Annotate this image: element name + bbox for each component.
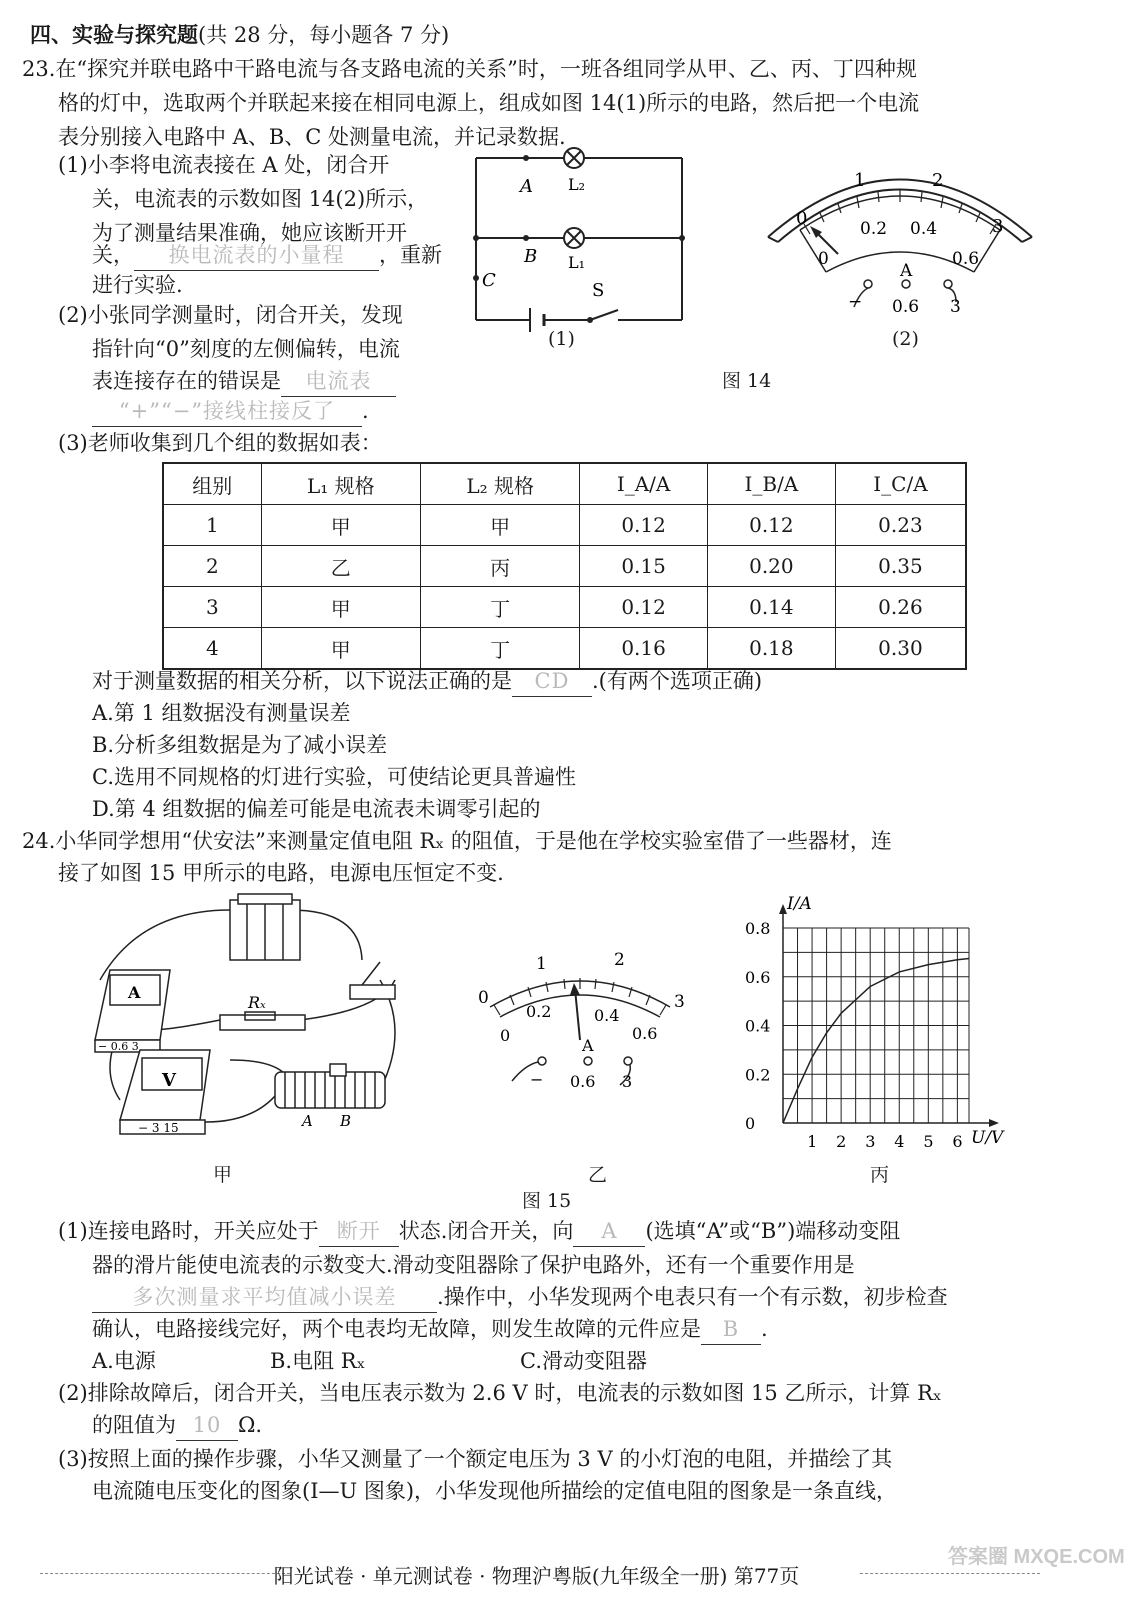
- q24-p1-l1-pre: (1)连接电路时，开关应处于: [58, 1219, 319, 1243]
- x-tick-label: 4: [894, 1132, 905, 1151]
- q24-p1-l1-mid: 状态.闭合开关，向: [398, 1219, 574, 1243]
- chart-ylabel: I/A: [787, 894, 812, 914]
- table-header-cell: I_A/A: [580, 463, 708, 505]
- section-note: (共 28 分，每小题各 7 分): [198, 23, 450, 47]
- table-cell: 丁: [420, 587, 579, 628]
- q23-p2-line-1: (2)小张同学测量时，闭合开关，发现: [58, 303, 403, 327]
- label-B: B: [524, 246, 538, 267]
- q23-p1-l4-post: ，重新: [379, 243, 442, 267]
- q24-p1-answer-2: A: [573, 1216, 645, 1247]
- q23-option-d: D.第 4 组数据的偏差可能是电流表未调零引起的: [92, 797, 541, 821]
- x-axis-arrow: [989, 1119, 999, 1127]
- dial-term-06: 0.6: [892, 297, 920, 317]
- label-S: S: [592, 280, 605, 301]
- q24-p1-l4-pre: 确认，电路接线完好，两个电表均无故障，则发生故障的元件应是: [92, 1317, 701, 1341]
- q23-option-b: B.分析多组数据是为了减小误差: [92, 733, 388, 757]
- q24-stem-line-2: 接了如图 15 甲所示的电路，电源电压恒定不变.: [58, 861, 504, 885]
- dial2-bottom-04: 0.4: [594, 1006, 620, 1025]
- q24-p1-line-3: [92, 1282, 948, 1313]
- q24-p1-line-2: 器的滑片能使电流表的示数变大.滑动变阻器除了保护电路外，还有一个重要作用是: [92, 1253, 855, 1277]
- dial2-bottom-0: 0: [500, 1026, 511, 1045]
- table-row: [163, 587, 966, 628]
- q24-p3-line-1: (3)按照上面的操作步骤，小华又测量了一个额定电压为 3 V 的小灯泡的电阻，并描绘了其: [58, 1447, 893, 1471]
- q24-p3-line-2: 电流随电压变化的图象(I—U 图象)，小华发现他所描绘的定值电阻的图象是一条直线，: [92, 1479, 898, 1503]
- x-tick-label: 1: [807, 1132, 818, 1151]
- section-header: [30, 20, 449, 50]
- x-tick-label: 5: [923, 1132, 934, 1151]
- fig15-sub-bing: 丙: [870, 1164, 890, 1186]
- q23-p1-line-2: 关，电流表的示数如图 14(2)所示，: [92, 187, 429, 211]
- q24-option-b: B.电阻 Rₓ: [270, 1349, 366, 1373]
- y-axis-arrow: [779, 904, 787, 914]
- q23-analysis-answer: CD: [512, 666, 592, 697]
- q23-p2-l3-pre: 表连接存在的错误是: [92, 369, 281, 393]
- table-row: [163, 505, 966, 546]
- q24-p2-line-2: [92, 1410, 262, 1441]
- y-tick-label: 0: [745, 1114, 756, 1133]
- table-cell: 0.26: [835, 587, 966, 628]
- table-cell: 丁: [420, 628, 579, 670]
- q24-p1-answer-3: 多次测量求平均值减小误差: [92, 1282, 437, 1313]
- dial-top-0: 0: [796, 208, 808, 229]
- q23-stem-line-1: 23.在“探究并联电路中干路电流与各支路电流的关系”时，一班各组同学从甲、乙、丙、丁四种规: [22, 57, 917, 81]
- q24-p2-line-1: (2)排除故障后，闭合开关，当电压表示数为 2.6 V 时，电流表的示数如图 15 乙所示，计算 Rₓ: [58, 1381, 942, 1405]
- table-cell: 0.15: [580, 546, 708, 587]
- q24-p1-l4-post: .: [761, 1317, 768, 1341]
- table-cell: 甲: [420, 505, 579, 546]
- table-header-cell: I_C/A: [835, 463, 966, 505]
- dial2-top-3: 3: [674, 992, 685, 1012]
- dial2-bottom-02: 0.2: [526, 1002, 552, 1021]
- dial-unit: A: [900, 261, 913, 281]
- q24-p1-line-1: [58, 1216, 900, 1247]
- chart-xlabel: U/V: [971, 1128, 1004, 1148]
- q23-p1-line-1: (1)小李将电流表接在 A 处，闭合开: [58, 153, 390, 177]
- dial2-term-3: 3: [622, 1072, 633, 1091]
- fig15-caption: 图 15: [522, 1190, 572, 1212]
- table-cell: 甲: [261, 628, 420, 670]
- table-cell: 0.14: [707, 587, 835, 628]
- dial-bottom-06: 0.6: [952, 249, 980, 269]
- y-tick-label: 0.4: [745, 1016, 771, 1036]
- dial-bottom-02: 0.2: [860, 219, 888, 239]
- apparatus-voltmeter-terms: − 3 15: [138, 1121, 179, 1135]
- q24-p1-answer-4: B: [701, 1314, 761, 1345]
- table-row: [163, 628, 966, 670]
- table-cell: 0.12: [580, 505, 708, 546]
- q23-p1-answer: 换电流表的小量程: [134, 240, 379, 271]
- apparatus-ammeter-label: A: [128, 983, 141, 1002]
- y-tick-label: 0.8: [745, 919, 771, 938]
- table-cell: 3: [163, 587, 261, 628]
- fig15-sub-jia: 甲: [213, 1164, 233, 1186]
- q23-option-a: A.第 1 组数据没有测量误差: [92, 701, 351, 725]
- table-cell: 甲: [261, 505, 420, 546]
- dial2-unit: A: [582, 1036, 594, 1055]
- dial-top-2: 2: [932, 170, 944, 191]
- x-tick-label: 6: [952, 1132, 963, 1151]
- q23-p2-answer-1: 电流表: [281, 366, 396, 397]
- dial2-term-06: 0.6: [570, 1072, 596, 1091]
- fig15-ammeter-dial: [470, 945, 700, 1095]
- table-cell: 4: [163, 628, 261, 670]
- table-cell: 0.30: [835, 628, 966, 670]
- table-cell: 甲: [261, 587, 420, 628]
- q24-p1-options: [92, 1346, 647, 1376]
- q23-p2-l4-post: .: [362, 399, 369, 423]
- watermark-logo: 答案圈 MXQE.COM: [948, 1546, 1125, 1568]
- table-cell: 0.12: [580, 587, 708, 628]
- dial2-bottom-06: 0.6: [632, 1024, 658, 1043]
- apparatus-rheostat-a: A: [302, 1112, 313, 1130]
- q24-p1-line-4: [92, 1314, 768, 1345]
- table-cell: 0.20: [707, 546, 835, 587]
- table-cell: 1: [163, 505, 261, 546]
- fig15-apparatus: [80, 890, 420, 1150]
- apparatus-voltmeter-label: V: [162, 1070, 176, 1091]
- dial2-top-1: 1: [536, 954, 547, 974]
- dial2-term-minus: −: [530, 1070, 544, 1089]
- q24-p2-l2-pre: 的阻值为: [92, 1413, 176, 1437]
- q23-p1-l4-pre: 关，: [92, 243, 134, 267]
- q23-analysis-post: .(有两个选项正确): [592, 669, 763, 693]
- dial2-top-0: 0: [478, 988, 489, 1008]
- q23-p1-line-5: 进行实验.: [92, 273, 183, 297]
- table-cell: 2: [163, 546, 261, 587]
- fig14-sub1-label: (1): [548, 328, 575, 350]
- fig14-ammeter-dial: [760, 142, 1040, 322]
- q23-p2-line-2: 指针向“0”刻度的左侧偏转，电流: [92, 337, 400, 361]
- fig14-caption: 图 14: [722, 370, 772, 392]
- q23-stem-line-3: 表分别接入电路中 A、B、C 处测量电流，并记录数据.: [58, 125, 566, 149]
- q24-p1-answer-1: 断开: [319, 1216, 399, 1247]
- q23-p2-answer-2: “+”“−”接线柱接反了: [92, 396, 362, 427]
- dial-top-3: 3: [992, 216, 1004, 237]
- section-title: 四、实验与探究题: [30, 22, 198, 47]
- q23-option-c: C.选用不同规格的灯进行实验，可使结论更具普遍性: [92, 765, 576, 789]
- table-header-row: [163, 463, 966, 505]
- q23-p2-line-4: [92, 396, 369, 427]
- dial-bottom-04: 0.4: [910, 219, 938, 239]
- table-cell: 0.35: [835, 546, 966, 587]
- x-tick-label: 2: [836, 1132, 847, 1151]
- fig14-circuit-diagram: [470, 150, 700, 350]
- q23-p2-line-3: [92, 366, 396, 397]
- q24-stem-line-1: 24.小华同学想用“伏安法”来测量定值电阻 Rₓ 的阻值，于是他在学校实验室借了一些器材，连: [22, 829, 892, 853]
- data-table: [162, 462, 967, 670]
- page-footer: 阳光试卷 · 单元测试卷 · 物理沪粤版(九年级全一册) 第77页: [273, 1564, 800, 1588]
- q23-analysis-pre: 对于测量数据的相关分析，以下说法正确的是: [92, 669, 512, 693]
- fig14-sub2-label: (2): [892, 328, 919, 350]
- fig15-iu-chart: [735, 895, 1035, 1160]
- label-L1: L₁: [568, 253, 586, 272]
- apparatus-ammeter-terms: − 0.6 3: [98, 1040, 139, 1053]
- dial-term-minus: −: [848, 292, 863, 312]
- y-tick-label: 0.2: [745, 1065, 771, 1085]
- q23-p1-line-4: [92, 240, 442, 271]
- q24-p1-l1-post: (选填“A”或“B”)端移动变阻: [645, 1219, 901, 1243]
- dial-term-3: 3: [950, 297, 961, 317]
- dial2-top-2: 2: [614, 950, 625, 970]
- apparatus-rheostat-b: B: [340, 1112, 352, 1130]
- table-cell: 乙: [261, 546, 420, 587]
- label-L2: L₂: [568, 175, 586, 194]
- table-header-cell: L₂ 规格: [420, 463, 579, 505]
- fig15-sub-yi: 乙: [588, 1164, 608, 1186]
- dial-bottom-0: 0: [818, 249, 829, 269]
- table-cell: 0.18: [707, 628, 835, 670]
- y-tick-label: 0.6: [745, 967, 771, 987]
- label-C: C: [482, 270, 496, 291]
- table-header-cell: I_B/A: [707, 463, 835, 505]
- table-cell: 丙: [420, 546, 579, 587]
- q24-p2-answer: 10: [176, 1410, 238, 1441]
- table-cell: 0.16: [580, 628, 708, 670]
- table-header-cell: L₁ 规格: [261, 463, 420, 505]
- table-cell: 0.23: [835, 505, 966, 546]
- x-tick-label: 3: [865, 1132, 876, 1151]
- label-A: A: [520, 176, 533, 197]
- q23-stem-line-2: 格的灯中，选取两个并联起来接在相同电源上，组成如图 14(1)所示的电路，然后把一个电流: [58, 91, 920, 115]
- q24-p1-l3-post: .操作中，小华发现两个电表只有一个有示数，初步检查: [437, 1285, 948, 1309]
- dial-top-1: 1: [854, 170, 866, 191]
- apparatus-rx-label: Rₓ: [248, 993, 266, 1012]
- table-row: [163, 546, 966, 587]
- table-cell: 0.12: [707, 505, 835, 546]
- q24-option-c: C.滑动变阻器: [520, 1349, 647, 1373]
- q23-p3-text: (3)老师收集到几个组的数据如表：: [58, 431, 382, 455]
- table-header-cell: 组别: [163, 463, 261, 505]
- q23-p1-line-3: 为了测量结果准确，她应该断开开: [92, 221, 407, 245]
- q24-option-a: A.电源: [92, 1349, 156, 1373]
- q24-p2-l2-post: Ω.: [238, 1413, 263, 1437]
- q23-analysis-line: [92, 666, 762, 697]
